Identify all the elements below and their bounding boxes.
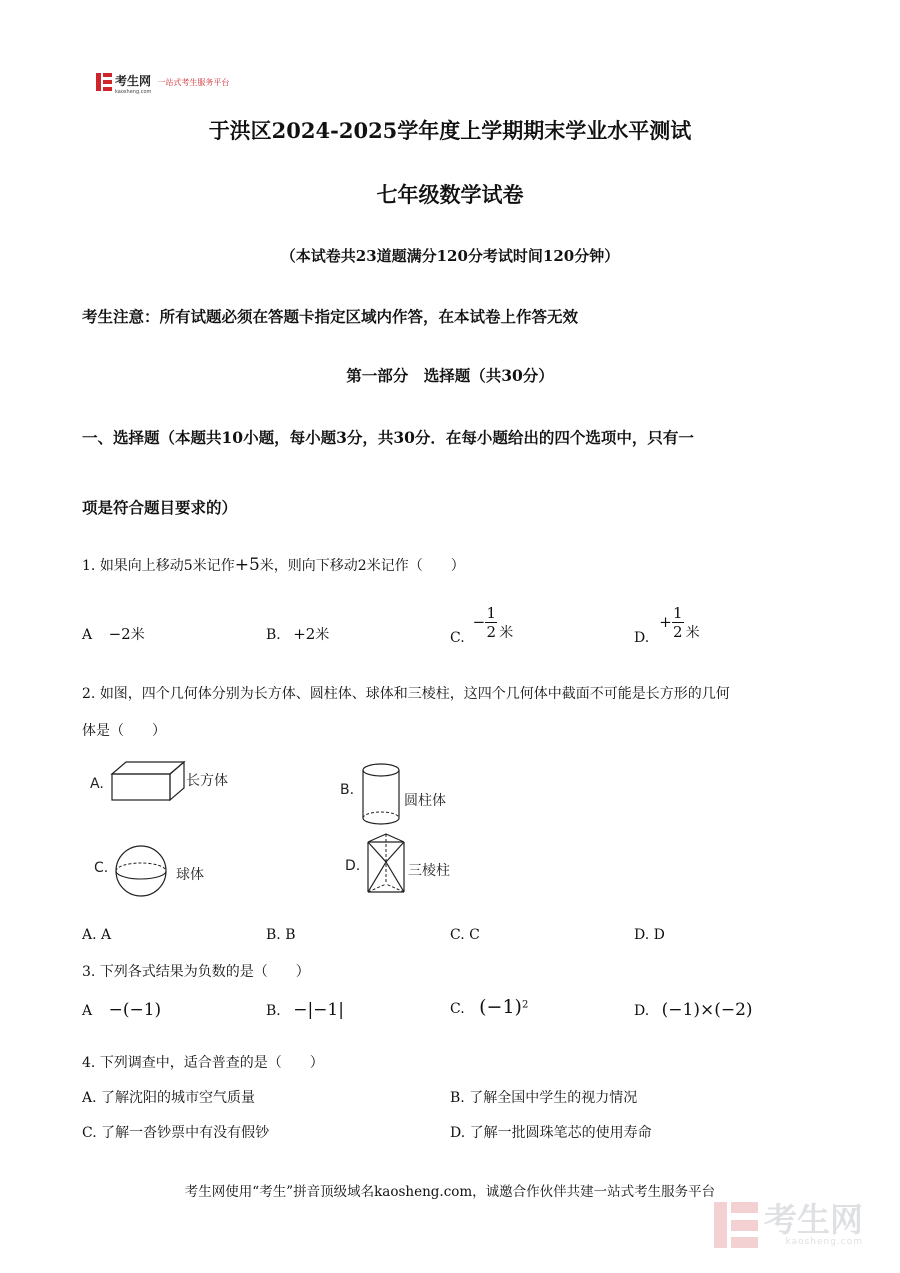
site-logo[interactable]: [96, 72, 230, 95]
exam-info: （本试卷共23道题满分120分考试时间120分钟）: [280, 247, 620, 265]
logo-wordmark: 考生网 kaosheng.com: [115, 73, 152, 95]
fraction: $\frac{1}{2}$: [486, 603, 497, 641]
q1-option-d[interactable]: D. + $\frac{1}{2}$ 米: [634, 603, 700, 646]
question-2-stem-line2: 体是（ ）: [82, 723, 166, 739]
q4-option-c[interactable]: C. 了解一沓钞票中有没有假钞: [82, 1125, 270, 1141]
logo-icon: [96, 73, 112, 91]
q3-option-d[interactable]: D. (−1)×(−2): [634, 1000, 753, 1020]
question-4-stem: 4. 下列调查中，适合普查的是（ ）: [82, 1055, 324, 1071]
q2-option-c[interactable]: C. C: [450, 927, 480, 943]
page-footer: 考生网使用“考生”拼音顶级域名kaosheng.com，诚邀合作伙伴共建一站式考生服务平台: [184, 1184, 716, 1200]
q4-option-a[interactable]: A. 了解沈阳的城市空气质量: [82, 1090, 256, 1106]
q4-option-d[interactable]: D. 了解一批圆珠笔芯的使用寿命: [450, 1125, 652, 1141]
q3-option-a[interactable]: A −(−1): [82, 1000, 162, 1020]
question-3-stem: 3. 下列各式结果为负数的是（ ）: [82, 964, 310, 980]
watermark-logo: 考生网 kaosheng.com: [714, 1200, 863, 1250]
sphere-icon: [114, 844, 168, 898]
q4-option-b[interactable]: B. 了解全国中学生的视力情况: [450, 1090, 638, 1106]
q2-option-d[interactable]: D. D: [634, 927, 665, 943]
q1-option-c[interactable]: C. − $\frac{1}{2}$ 米: [450, 603, 514, 646]
part-title: 第一部分 选择题（共30分）: [346, 366, 554, 385]
q3-option-b[interactable]: B. −|−1|: [266, 1000, 344, 1020]
q1-option-b[interactable]: B. +2米: [266, 625, 330, 643]
notice: 考生注意：所有试题必须在答题卡指定区域内作答，在本试卷上作答无效: [82, 307, 579, 326]
logo-slogan: 一站式考生服务平台: [157, 77, 230, 87]
question-2-stem-line1: 2. 如图，四个几何体分别为长方体、圆柱体、球体和三棱柱，这四个几何体中截面不可能是长方形的几何: [82, 686, 730, 702]
watermark-icon: [714, 1200, 760, 1250]
fraction: $\frac{1}{2}$: [672, 603, 683, 641]
geometry-figure: A. 长方体 B. 圆柱体 C. 球体 D. 三棱柱: [82, 752, 482, 904]
exam-title: 于洪区2024-2025学年度上学期期末学业水平测试: [208, 118, 692, 143]
exam-subtitle: 七年级数学试卷: [376, 182, 524, 207]
q1-option-a[interactable]: A −2米: [82, 625, 145, 643]
cuboid-icon: [110, 760, 186, 802]
q2-option-a[interactable]: A. A: [82, 927, 112, 943]
question-1-stem: 1. 如果向上移动5米记作+5米，则向下移动2米记作（ ）: [82, 555, 465, 575]
cylinder-icon: [360, 762, 402, 828]
section-heading-line1: 一、选择题（本题共10小题，每小题3分，共30分．在每小题给出的四个选项中，只有一: [82, 428, 694, 447]
section-heading-line2: 项是符合题目要求的）: [82, 498, 238, 517]
triangular-prism-icon: [365, 832, 407, 896]
q2-option-b[interactable]: B. B: [266, 927, 296, 943]
q3-option-c[interactable]: C. $(-1)^2$: [450, 996, 529, 1018]
